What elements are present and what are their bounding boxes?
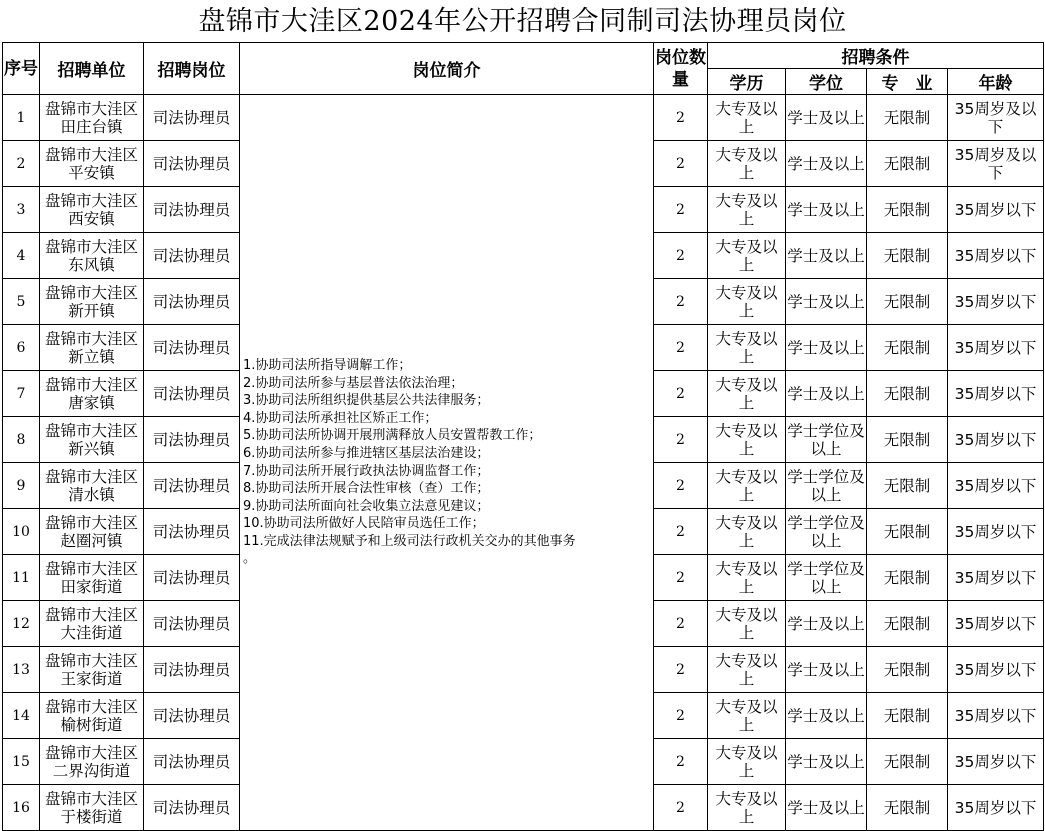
row-education: 大专及以上 (708, 95, 786, 141)
row-age: 35周岁以下 (948, 509, 1044, 555)
row-seq: 5 (3, 279, 40, 325)
row-age: 35周岁及以下 (948, 95, 1044, 141)
row-degree: 学士及以上 (786, 233, 867, 279)
row-seq: 16 (3, 785, 40, 831)
row-count: 2 (654, 509, 708, 555)
row-education: 大专及以上 (708, 371, 786, 417)
row-major: 无限制 (867, 141, 948, 187)
row-seq: 2 (3, 141, 40, 187)
row-unit: 盘锦市大洼区王家街道 (40, 647, 144, 693)
row-seq: 15 (3, 739, 40, 785)
row-education: 大专及以上 (708, 233, 786, 279)
row-seq: 10 (3, 509, 40, 555)
row-count: 2 (654, 785, 708, 831)
row-degree: 学士及以上 (786, 187, 867, 233)
row-education: 大专及以上 (708, 325, 786, 371)
row-degree: 学士学位及以上 (786, 555, 867, 601)
row-major: 无限制 (867, 95, 948, 141)
row-count: 2 (654, 647, 708, 693)
row-unit: 盘锦市大洼区清水镇 (40, 463, 144, 509)
row-unit: 盘锦市大洼区唐家镇 (40, 371, 144, 417)
row-count: 2 (654, 279, 708, 325)
row-age: 35周岁以下 (948, 417, 1044, 463)
row-count: 2 (654, 555, 708, 601)
row-unit: 盘锦市大洼区赵圈河镇 (40, 509, 144, 555)
row-age: 35周岁以下 (948, 693, 1044, 739)
row-count: 2 (654, 693, 708, 739)
row-post: 司法协理员 (144, 463, 240, 509)
row-major: 无限制 (867, 371, 948, 417)
row-post: 司法协理员 (144, 555, 240, 601)
row-education: 大专及以上 (708, 187, 786, 233)
row-degree: 学士及以上 (786, 785, 867, 831)
description-line: 10.协助司法所做好人民陪审员选任工作； (243, 516, 485, 532)
row-unit: 盘锦市大洼区新立镇 (40, 325, 144, 371)
row-education: 大专及以上 (708, 601, 786, 647)
row-education: 大专及以上 (708, 417, 786, 463)
description-line: 5.协助司法所协调开展刑满释放人员安置帮教工作； (243, 428, 542, 444)
row-post: 司法协理员 (144, 325, 240, 371)
header-row-top (3, 43, 1044, 69)
row-post: 司法协理员 (144, 417, 240, 463)
row-education: 大专及以上 (708, 463, 786, 509)
row-count: 2 (654, 95, 708, 141)
row-major: 无限制 (867, 279, 948, 325)
row-count: 2 (654, 325, 708, 371)
row-post: 司法协理员 (144, 785, 240, 831)
row-age: 35周岁以下 (948, 279, 1044, 325)
row-age: 35周岁以下 (948, 785, 1044, 831)
header-education: 学历 (708, 69, 786, 95)
row-count: 2 (654, 417, 708, 463)
description-line: 3.协助司法所组织提供基层公共法律服务； (243, 393, 490, 409)
row-seq: 12 (3, 601, 40, 647)
row-major: 无限制 (867, 785, 948, 831)
row-age: 35周岁及以下 (948, 141, 1044, 187)
recruitment-table (2, 42, 1044, 831)
job-description (240, 95, 654, 831)
row-post: 司法协理员 (144, 371, 240, 417)
row-count: 2 (654, 463, 708, 509)
row-degree: 学士及以上 (786, 601, 867, 647)
header-conditions: 招聘条件 (708, 43, 1044, 69)
row-major: 无限制 (867, 325, 948, 371)
row-post: 司法协理员 (144, 739, 240, 785)
table-row (3, 95, 1044, 141)
description-line: 11.完成法律法规赋予和上级司法行政机关交办的其他事务 (243, 533, 576, 549)
description-line: 2.协助司法所参与基层普法依法治理； (243, 375, 464, 391)
row-degree: 学士学位及以上 (786, 417, 867, 463)
row-major: 无限制 (867, 601, 948, 647)
row-count: 2 (654, 601, 708, 647)
row-major: 无限制 (867, 647, 948, 693)
description-line: 4.协助司法所承担社区矫正工作； (243, 410, 438, 426)
row-degree: 学士及以上 (786, 371, 867, 417)
row-age: 35周岁以下 (948, 187, 1044, 233)
row-major: 无限制 (867, 739, 948, 785)
row-unit: 盘锦市大洼区于楼街道 (40, 785, 144, 831)
row-count: 2 (654, 187, 708, 233)
row-degree: 学士及以上 (786, 325, 867, 371)
row-education: 大专及以上 (708, 785, 786, 831)
row-education: 大专及以上 (708, 693, 786, 739)
row-degree: 学士及以上 (786, 739, 867, 785)
row-seq: 1 (3, 95, 40, 141)
row-major: 无限制 (867, 509, 948, 555)
row-major: 无限制 (867, 555, 948, 601)
row-age: 35周岁以下 (948, 463, 1044, 509)
row-unit: 盘锦市大洼区田庄台镇 (40, 95, 144, 141)
row-unit: 盘锦市大洼区东风镇 (40, 233, 144, 279)
row-post: 司法协理员 (144, 187, 240, 233)
row-seq: 13 (3, 647, 40, 693)
description-line: 9.协助司法所面向社会收集立法意见建议； (243, 498, 490, 514)
row-major: 无限制 (867, 187, 948, 233)
row-seq: 7 (3, 371, 40, 417)
row-post: 司法协理员 (144, 509, 240, 555)
row-unit: 盘锦市大洼区大洼街道 (40, 601, 144, 647)
row-unit: 盘锦市大洼区田家街道 (40, 555, 144, 601)
row-post: 司法协理员 (144, 647, 240, 693)
row-major: 无限制 (867, 233, 948, 279)
row-degree: 学士及以上 (786, 95, 867, 141)
header-post: 招聘岗位 (144, 43, 240, 95)
row-education: 大专及以上 (708, 509, 786, 555)
row-seq: 4 (3, 233, 40, 279)
header-intro: 岗位简介 (240, 43, 654, 95)
row-degree: 学士及以上 (786, 141, 867, 187)
row-unit: 盘锦市大洼区榆树街道 (40, 693, 144, 739)
row-major: 无限制 (867, 463, 948, 509)
row-unit: 盘锦市大洼区西安镇 (40, 187, 144, 233)
description-line: 。 (243, 551, 257, 567)
row-degree: 学士及以上 (786, 647, 867, 693)
row-age: 35周岁以下 (948, 325, 1044, 371)
row-unit: 盘锦市大洼区二界沟街道 (40, 739, 144, 785)
table-body (3, 43, 1044, 831)
row-education: 大专及以上 (708, 555, 786, 601)
row-seq: 6 (3, 325, 40, 371)
header-unit: 招聘单位 (40, 43, 144, 95)
row-degree: 学士及以上 (786, 693, 867, 739)
row-degree: 学士及以上 (786, 279, 867, 325)
row-degree: 学士学位及以上 (786, 509, 867, 555)
row-seq: 14 (3, 693, 40, 739)
description-line: 6.协助司法所参与推进辖区基层法治建设； (243, 445, 490, 461)
row-seq: 3 (3, 187, 40, 233)
row-seq: 11 (3, 555, 40, 601)
row-unit: 盘锦市大洼区新兴镇 (40, 417, 144, 463)
description-line: 7.协助司法所开展行政执法协调监督工作； (243, 463, 490, 479)
page-title: 盘锦市大洼区2024年公开招聘合同制司法协理员岗位 (198, 6, 847, 37)
row-age: 35周岁以下 (948, 555, 1044, 601)
row-count: 2 (654, 371, 708, 417)
row-post: 司法协理员 (144, 233, 240, 279)
description-line: 1.协助司法所指导调解工作； (243, 357, 412, 373)
row-education: 大专及以上 (708, 647, 786, 693)
row-count: 2 (654, 739, 708, 785)
row-age: 35周岁以下 (948, 601, 1044, 647)
row-unit: 盘锦市大洼区新开镇 (40, 279, 144, 325)
row-count: 2 (654, 233, 708, 279)
header-age: 年龄 (948, 69, 1044, 95)
row-degree: 学士学位及以上 (786, 463, 867, 509)
row-post: 司法协理员 (144, 693, 240, 739)
header-degree: 学位 (786, 69, 867, 95)
row-age: 35周岁以下 (948, 647, 1044, 693)
row-age: 35周岁以下 (948, 233, 1044, 279)
row-unit: 盘锦市大洼区平安镇 (40, 141, 144, 187)
header-major: 专 业 (867, 69, 948, 95)
row-seq: 8 (3, 417, 40, 463)
header-count: 岗位数量 (654, 43, 708, 95)
row-major: 无限制 (867, 693, 948, 739)
header-seq: 序号 (3, 43, 40, 95)
description-line: 8.协助司法所开展合法性审核（查）工作； (243, 481, 490, 497)
row-education: 大专及以上 (708, 279, 786, 325)
row-post: 司法协理员 (144, 601, 240, 647)
row-post: 司法协理员 (144, 141, 240, 187)
row-seq: 9 (3, 463, 40, 509)
row-age: 35周岁以下 (948, 739, 1044, 785)
row-education: 大专及以上 (708, 739, 786, 785)
row-education: 大专及以上 (708, 141, 786, 187)
row-post: 司法协理员 (144, 95, 240, 141)
row-post: 司法协理员 (144, 279, 240, 325)
row-count: 2 (654, 141, 708, 187)
row-major: 无限制 (867, 417, 948, 463)
row-age: 35周岁以下 (948, 371, 1044, 417)
